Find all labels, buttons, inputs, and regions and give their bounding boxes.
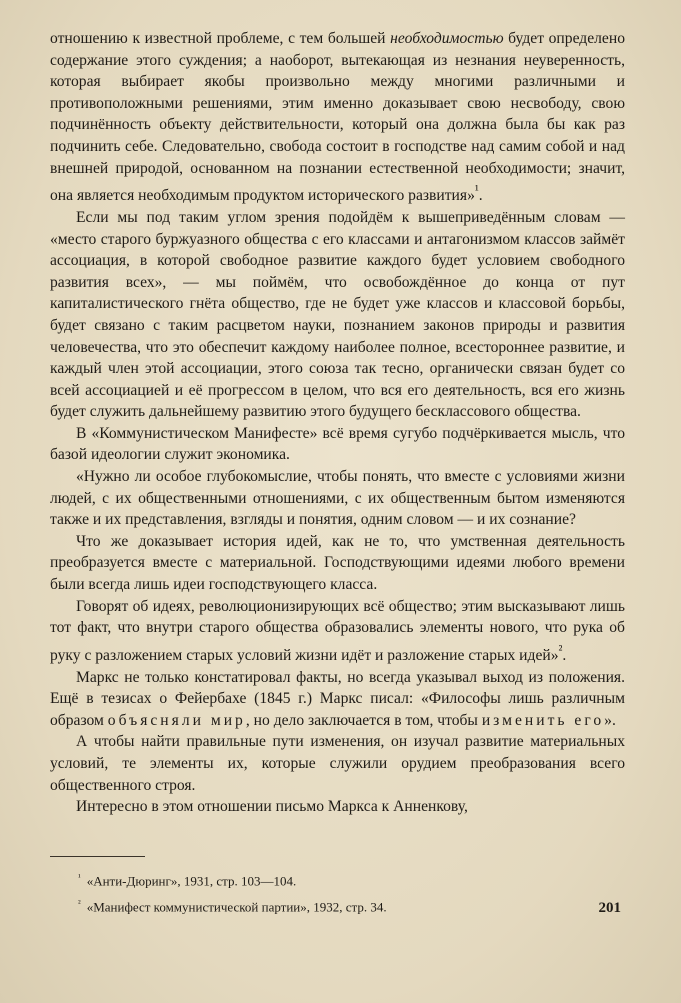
- text-run: ».: [604, 711, 616, 729]
- page-number: 201: [598, 900, 621, 916]
- text-run: А чтобы найти правильные пути изменения, он изучал развитие материальных условий, те элементы их, которые служили орудием преобразования всего общественного строя.: [50, 733, 625, 794]
- text-run: «Нужно ли особое глубокомыслие, чтобы понять, что вместе с условиями жизни людей, с их общественными отношениями, с их общественным бытом изменяются также и их представления, взгляды и понятия, одним словом — и их сознание?: [50, 468, 625, 529]
- text-run: Интересно в этом отношении письмо Маркса к Анненкову,: [76, 798, 468, 816]
- text-run: В «Коммунистическом Манифесте» всё время сугубо подчёркивается мысль, что базой идеологии служит экономика.: [50, 424, 625, 464]
- text-run: .: [562, 647, 567, 664]
- body-text: [50, 28, 625, 818]
- footnote-text: «Анти-Дюринг», 1931, стр. 103—104.: [86, 873, 297, 889]
- footnote-ref: ¹: [474, 182, 479, 198]
- footnote-text: «Манифест коммунистической партии», 1932, стр. 34.: [86, 899, 387, 915]
- text-run: Говорят об идеях, революционизирующих всё общество; этим высказывают лишь тот факт, что внутри старого общества образовались элементы нового, что рука об руку с разложением старых условий жизни идёт и разложение старых идей»: [50, 597, 625, 664]
- paragraph: [50, 796, 625, 818]
- paragraph: [50, 531, 625, 596]
- footnote: [78, 892, 625, 918]
- text-run: , но дело заключается в том, чтобы: [245, 711, 482, 729]
- footnote-ref: ²: [558, 641, 563, 657]
- text-run: Маркс не только констатировал факты, но всегда указывал выход из положения. Ещё в тезисах о Фейербахе (1845 г.) Маркс писал: «Философы лишь различным образом: [50, 668, 625, 729]
- text-run: Если мы под таким углом зрения подойдём к вышеприведённым словам — «место старого буржуазного общества с его классами и антагонизмом классов займёт ассоциация, в которой свободное развитие каждого будет условием свободного развития всех», — мы поймём, что освобождённое до конца от пут капиталистического гнёта общество, где не будет уже классов и классовой борьбы, будет связано с таким расцветом науки, познанием законов природы и развития человечества, что это обеспечит каждому наиболее полное, всестороннее развитие, и каждый член этой ассоциации, этого союза так тесно, органически связан будет со всей ассоциацией и её прогрессом в целом, что вся его деятельность, вся его жизнь будет служить дальнейшему развитию этого будущего бесклассового общества.: [50, 208, 625, 421]
- spaced-text: объясняли мир: [107, 711, 246, 729]
- paragraph: [50, 667, 625, 732]
- spaced-text: изменить его: [481, 711, 605, 729]
- paragraph: [50, 207, 625, 423]
- text-run: будет определено содержание этого суждения; а наоборот, вытекающая из незнания неуверенность, которая выбирает якобы произвольно между многими различными и противоположными решениями, этим именно доказывает свою несвободу, свою подчинённость объекту действительности, который она должна была бы как раз подчинить себе. Следовательно, свобода состоит в господстве над самим собой и над внешней природой, основанном на познании естественной необходимости; значит, она является необходимым продуктом исторического развития»: [50, 30, 625, 205]
- footnote: [78, 866, 625, 892]
- footnotes: [78, 866, 625, 919]
- paragraph: [50, 423, 625, 466]
- paragraph: [50, 28, 625, 207]
- emphasis-text: необходимостью: [390, 30, 504, 47]
- footnote-mark: ²: [78, 898, 81, 909]
- text-run: .: [478, 187, 483, 205]
- text-run: Что же доказывает история идей, как не то, что умственная деятельность преобразуется вместе с материальной. Господствующими идеями любого времени были всегда лишь идеи господствующего класса.: [50, 532, 625, 594]
- paragraph: [50, 731, 625, 796]
- paragraph: [50, 596, 625, 667]
- text-run: отношению к известной проблеме, с тем большей: [50, 30, 391, 47]
- footnote-mark: ¹: [78, 872, 81, 882]
- paragraph: [50, 466, 625, 531]
